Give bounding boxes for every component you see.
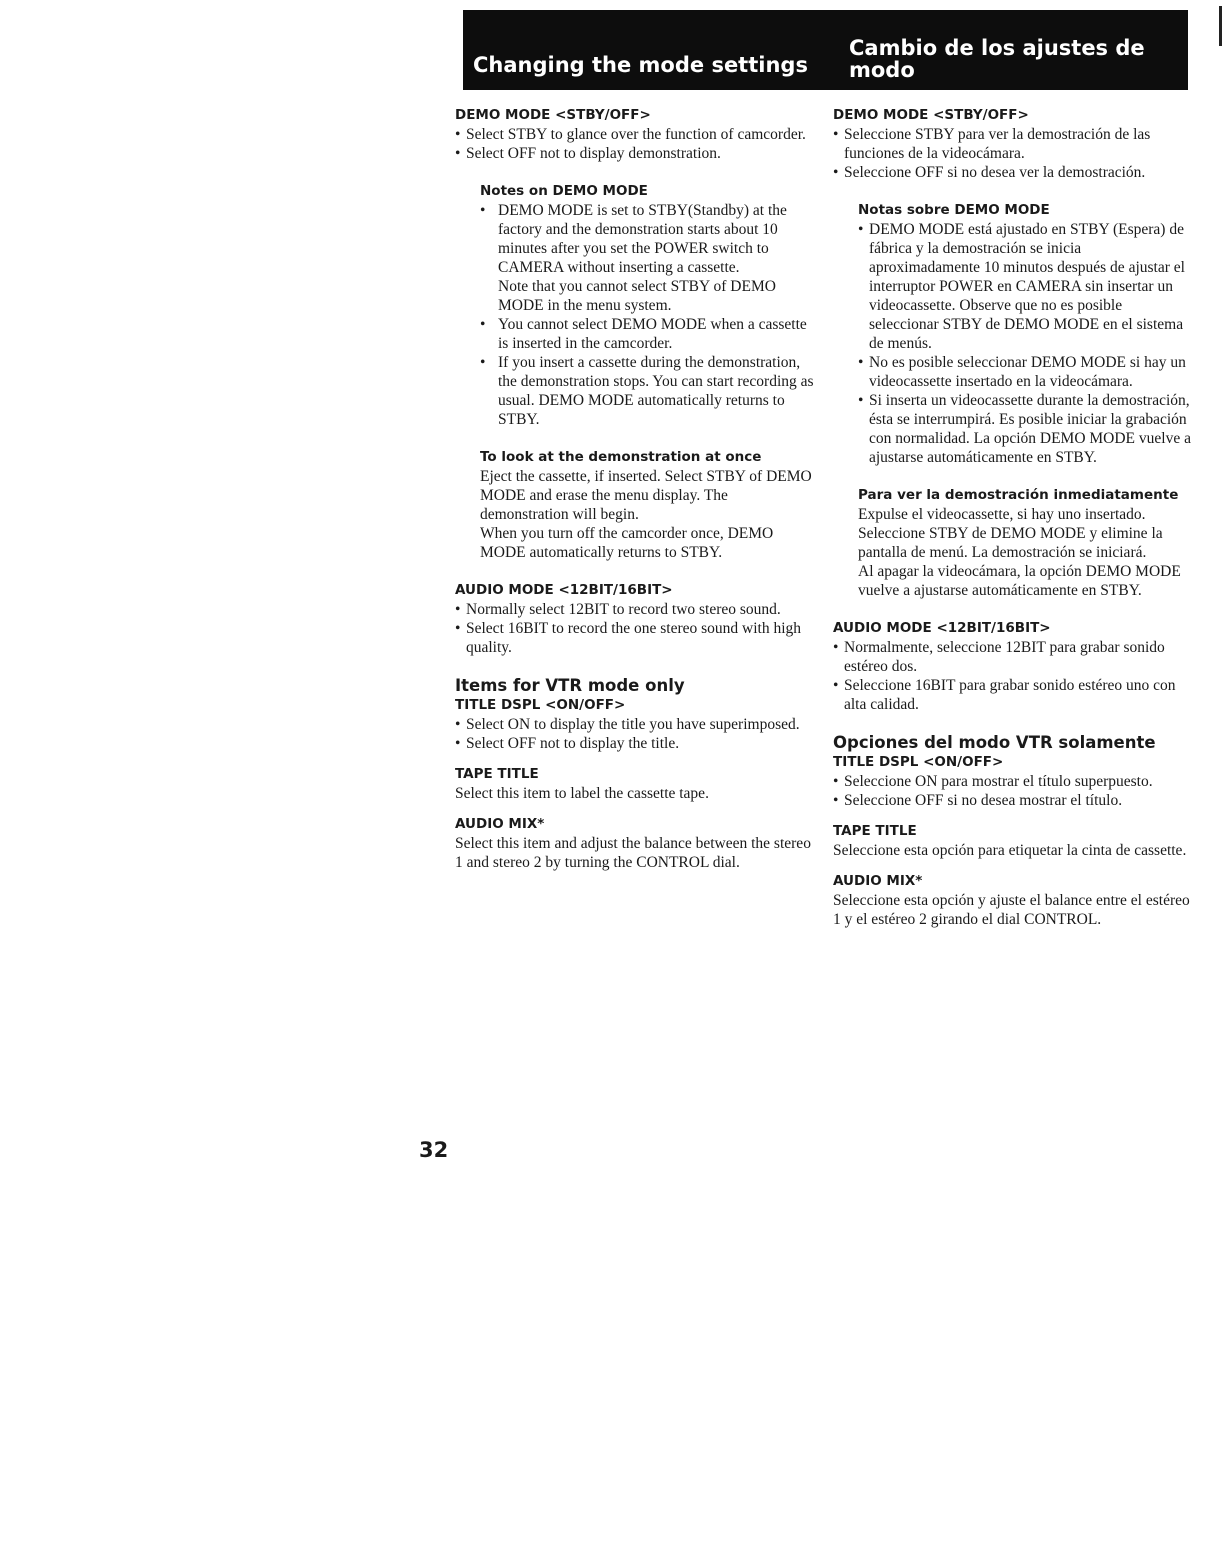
demo-mode-heading: DEMO MODE <STBY/OFF>: [833, 107, 1029, 123]
list-item: • Select OFF not to display demonstration.: [455, 144, 815, 163]
page-title-spanish: Cambio de los ajustes de modo: [849, 36, 1145, 82]
demo-mode-list: [455, 125, 815, 163]
notes-heading: Notes on DEMO MODE: [480, 183, 648, 199]
audio-mix-text: Seleccione esta opción y ajuste el balance entre el estéreo 1 y el estéreo 2 girando el dial CONTROL.: [833, 892, 1190, 928]
title-dspl-list: [833, 772, 1193, 810]
audio-mix-text: Select this item and adjust the balance between the stereo 1 and stereo 2 by turning the CONTROL dial.: [455, 835, 811, 871]
list-item: • Select 16BIT to record the one stereo sound with high quality.: [455, 619, 815, 657]
notes-heading: Notas sobre DEMO MODE: [858, 202, 1050, 218]
list-item: • Normalmente, seleccione 12BIT para grabar sonido estéreo dos.: [833, 638, 1193, 676]
title-dspl-list: [455, 715, 815, 753]
tape-title-heading: TAPE TITLE: [833, 823, 917, 839]
list-item: [480, 201, 815, 315]
spanish-column: [833, 106, 1193, 929]
tape-title-text: Select this item to label the cassette tape.: [455, 785, 709, 802]
audio-mix-heading: AUDIO MIX*: [455, 816, 545, 832]
tape-title-text: Seleccione esta opción para etiquetar la cinta de cassette.: [833, 842, 1187, 859]
note-text-extra: Note that you cannot select STBY of DEMO MODE in the menu system.: [498, 278, 776, 314]
list-item: • Seleccione ON para mostrar el título superpuesto.: [833, 772, 1193, 791]
vtr-heading: Opciones del modo VTR solamente: [833, 733, 1156, 752]
look-text: Al apagar la videocámara, la opción DEMO MODE vuelve a ajustarse automáticamente en STBY.: [858, 563, 1181, 599]
tape-title-heading: TAPE TITLE: [455, 766, 539, 782]
list-item: • Select STBY to glance over the function of camcorder.: [455, 125, 815, 144]
audio-mix-heading: AUDIO MIX*: [833, 873, 923, 889]
list-item: • Seleccione STBY para ver la demostración de las funciones de la videocámara.: [833, 125, 1193, 163]
notes-section: [480, 182, 815, 562]
list-item: • Select ON to display the title you have superimposed.: [455, 715, 815, 734]
english-column: [455, 106, 815, 872]
look-heading: Para ver la demostración inmediatamente: [858, 487, 1179, 503]
demo-mode-list: [833, 125, 1193, 182]
audio-mode-heading: AUDIO MODE <12BIT/16BIT>: [455, 582, 673, 598]
look-text: Eject the cassette, if inserted. Select STBY of DEMO MODE and erase the menu display. The demonstration will begin.: [480, 468, 812, 523]
look-text: When you turn off the camcorder once, DEMO MODE automatically returns to STBY.: [480, 525, 774, 561]
audio-mode-heading: AUDIO MODE <12BIT/16BIT>: [833, 620, 1051, 636]
list-item: • Seleccione OFF si no desea mostrar el título.: [833, 791, 1193, 810]
page-title-english: Changing the mode settings: [473, 53, 808, 77]
notes-section: [858, 201, 1193, 600]
list-item: • Seleccione OFF si no desea ver la demostración.: [833, 163, 1193, 182]
page-number: 32: [419, 1138, 449, 1162]
list-item: • Normally select 12BIT to record two stereo sound.: [455, 600, 815, 619]
list-item: • No es posible seleccionar DEMO MODE si hay un videocassette insertado en la videocámara.: [858, 353, 1193, 391]
demo-mode-heading: DEMO MODE <STBY/OFF>: [455, 107, 651, 123]
list-item: • Select OFF not to display the title.: [455, 734, 815, 753]
vtr-heading: Items for VTR mode only: [455, 676, 685, 695]
notes-list: [480, 201, 815, 429]
look-heading: To look at the demonstration at once: [480, 449, 762, 465]
list-item: • Seleccione 16BIT para grabar sonido estéreo uno con alta calidad.: [833, 676, 1193, 714]
title-dspl-heading: TITLE DSPL <ON/OFF>: [833, 754, 1004, 770]
audio-mode-list: [833, 638, 1193, 714]
list-item: • If you insert a cassette during the demonstration, the demonstration stops. You can start recording as usual. DEMO MODE automatically returns to STBY.: [480, 353, 815, 429]
list-item: • Si inserta un videocassette durante la demostración, ésta se interrumpirá. Es posible iniciar la grabación con normalidad. La opción DEMO MODE vuelve a ajustarse automáticamente en STBY.: [858, 391, 1193, 467]
list-item: • DEMO MODE está ajustado en STBY (Espera) de fábrica y la demostración se inicia aproximadamente 10 minutos después de ajustar el interruptor POWER en CAMERA sin insertar un videocassette. Observe que no es posible seleccionar STBY de DEMO MODE en el sistema de menús.: [858, 220, 1193, 353]
notes-list: [858, 220, 1193, 467]
title-dspl-heading: TITLE DSPL <ON/OFF>: [455, 697, 626, 713]
edge-mark: [1219, 6, 1222, 46]
note-text: DEMO MODE is set to STBY(Standby) at the factory and the demonstration starts about 10 minutes after you set the POWER switch to CAMERA without inserting a cassette.: [498, 202, 787, 276]
look-text: Expulse el videocassette, si hay uno insertado. Seleccione STBY de DEMO MODE y elimine la pantalla de menú. La demostración se iniciará.: [858, 506, 1163, 561]
list-item: • You cannot select DEMO MODE when a cassette is inserted in the camcorder.: [480, 315, 815, 353]
audio-mode-list: [455, 600, 815, 657]
